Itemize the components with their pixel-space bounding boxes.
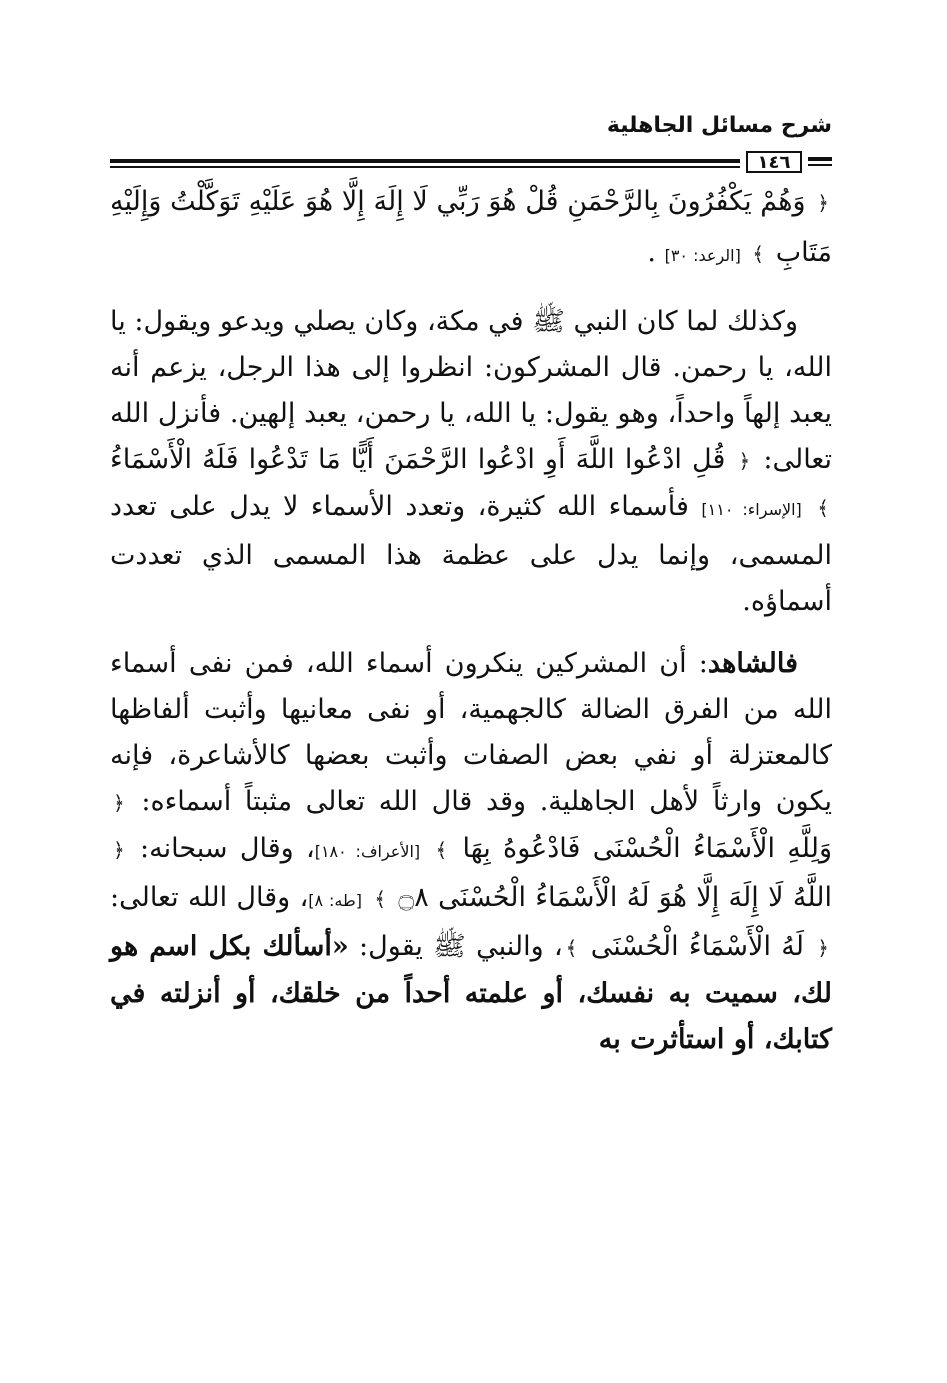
- quran-verse: وَهُمْ يَكْفُرُونَ بِالرَّحْمَنِ قُلْ هُوَ رَبِّي لَا إِلَهَ إِلَّا هُوَ عَلَيْهِ تَوَكَّلْتُ وَإِلَيْهِ مَتَابِ: [110, 186, 832, 268]
- paragraph-text: وكذلك لما كان النبي ﷺ في مكة، وكان يصلي ويدعو ويقول: يا الله، يا رحمن. قال المشركون: انظروا إلى هذا الرجل، يزعم أنه يعبد إلهاً واحداً، وهو يقول: يا الله، يا رحمن، يعبد إلهين. فأنزل الله تعالى:: [110, 306, 832, 475]
- header-rule-thin: [110, 166, 740, 168]
- paragraph-text: فأسماء الله كثيرة، وتعدد الأسماء لا يدل على تعدد المسمى، وإنما يدل على عظمة هذا المسمى الذي تعددت أسماؤه.: [110, 491, 832, 617]
- quran-bracket-close: ﴾: [817, 496, 829, 520]
- verse-reference: [الإسراء: ١١٠]: [701, 500, 802, 519]
- page-body: [110, 177, 832, 1063]
- paragraph-text: : أن المشركين ينكرون أسماء الله، فمن نفى أسماء الله من الفرق الضالة كالجهمية، أو نفى معانيها وأثبت ألفاظها كالمعتزلة أو نفي بعض الصفات وأثبت بعضها كالأشاعرة، فإنه يكون وارثاً لأهل الجاهلية. وقد قال الله تعالى مثبتاً أسماءه:: [110, 648, 832, 817]
- header-rule-stub: [808, 157, 832, 161]
- quran-bracket-close: ﴾: [565, 936, 578, 960]
- paragraph-text: ، والنبي ﷺ يقول:: [359, 931, 563, 962]
- quran-bracket-open: ﴿: [817, 191, 829, 215]
- header-rule: [110, 151, 832, 173]
- header-rule-thick: [110, 159, 740, 163]
- page-number: ١٤٦: [746, 151, 802, 173]
- quran-bracket-close: ﴾: [752, 242, 765, 266]
- quran-bracket-open: ﴿: [738, 449, 751, 473]
- quran-bracket-close: ﴾: [435, 838, 448, 862]
- paragraph-lead: فالشاهد: [707, 648, 798, 679]
- quran-bracket-open: ﴿: [113, 791, 125, 815]
- verse-reference: [الرعد: ٣٠]: [664, 246, 741, 265]
- quran-verse: اللَّهُ لَا إِلَهَ إِلَّا هُوَ لَهُ الْأَسْمَاءُ الْحُسْنَى ۝٨: [398, 882, 832, 913]
- quran-bracket-open: ﴿: [113, 838, 125, 862]
- verse-reference: [الأعراف: ١٨٠]: [314, 842, 421, 861]
- quran-verse: لَهُ الْأَسْمَاءُ الْحُسْنَى: [590, 931, 804, 962]
- paragraph-text: ، وقال سبحانه:: [140, 833, 315, 864]
- quran-verse: قُلِ ادْعُوا اللَّهَ أَوِ ادْعُوا الرَّحْمَنَ أَيًّا مَا تَدْعُوا فَلَهُ الْأَسْمَاءُ: [110, 444, 726, 475]
- paragraph-2: [110, 641, 832, 1063]
- quran-bracket-close: ﴾: [374, 887, 387, 911]
- paragraph-1: [110, 299, 832, 625]
- verse-reference: [طه: ٨]: [308, 891, 362, 910]
- header-rule-stub: [808, 164, 832, 166]
- running-header-title: شرح مسائل الجاهلية: [606, 113, 832, 138]
- verse-block: [110, 177, 832, 281]
- hadith-quote: «أسألك بكل اسم هو لك، سميت به نفسك، أو علمته أحداً من خلقك، أو أنزلته في كتابك، أو استأثرت به: [110, 931, 832, 1055]
- paragraph-text: ، وقال الله تعالى:: [110, 882, 309, 913]
- verse-tail: .: [647, 237, 656, 268]
- quran-verse: وَلِلَّهِ الْأَسْمَاءُ الْحُسْنَى فَادْعُوهُ بِهَا: [462, 833, 832, 864]
- quran-bracket-open: ﴿: [817, 936, 829, 960]
